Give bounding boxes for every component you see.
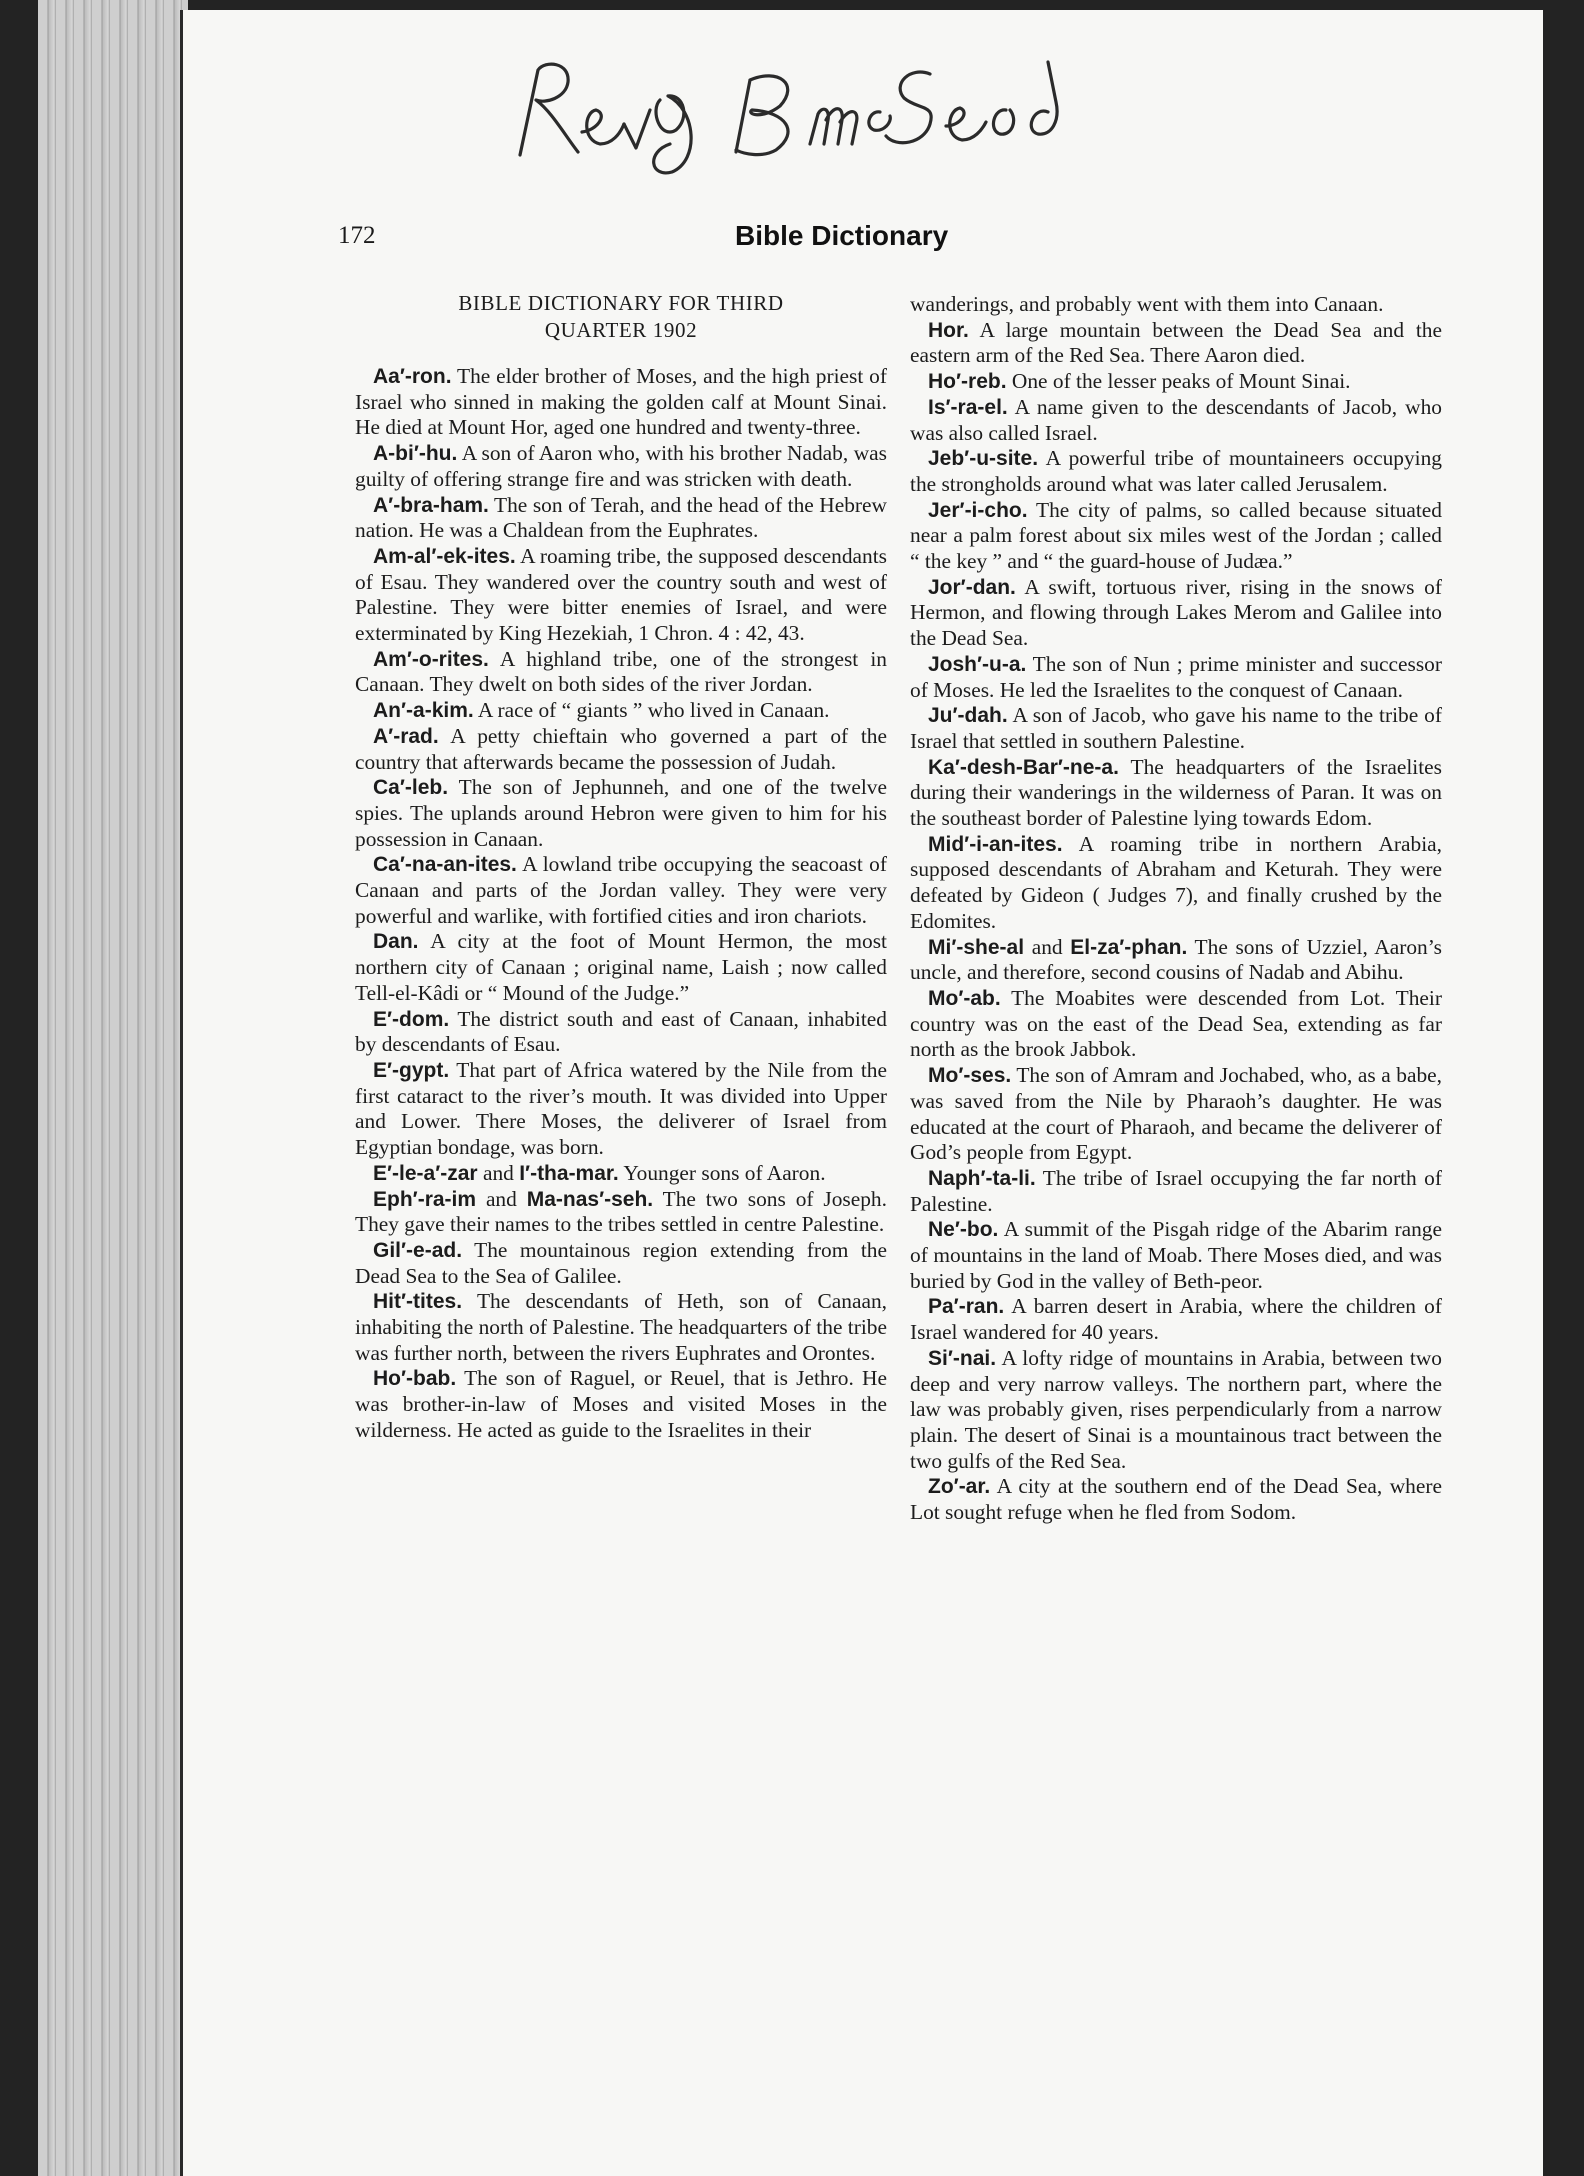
entry-definition: A race of “ giants ” who lived in Canaan. [473, 698, 830, 723]
entry-definition: The descendants of Heth, son of Canaan, inhabiting the north of Palestine. The headquarters of the tribe was further north, between the rivers Euphrates and Orontes. [355, 1289, 887, 1365]
entry-definition: A roaming tribe in northern Arabia, supposed descendants of Abraham and Keturah. They were defeated by Gideon ( Judges 7), and finally crushed by the Edomites. [910, 831, 1442, 933]
entry-definition: A son of Aaron who, with his brother Nadab, was guilty of offering strange fire and was stricken with death. [355, 441, 887, 491]
entry-term: Jor′-dan. [928, 575, 1016, 599]
section-title-line: BIBLE DICTIONARY FOR THIRD [458, 291, 784, 315]
entry-conjunction: and [477, 1160, 520, 1185]
entry-term: Ca′-na-an-ites. [373, 853, 517, 877]
entry-definition: A barren desert in Arabia, where the children of Israel wandered for 40 years. [910, 1294, 1442, 1345]
dictionary-entry [910, 395, 1442, 446]
entry-term: Josh′-u-a. [928, 652, 1027, 676]
entry-term: A′-bra-ham. [373, 493, 489, 517]
dictionary-entry [910, 652, 1442, 703]
dictionary-entry [355, 1058, 887, 1161]
entry-term: Ne′-bo. [928, 1218, 999, 1242]
dictionary-entry [355, 929, 887, 1006]
dictionary-entry [910, 1294, 1442, 1345]
dictionary-entry [910, 1474, 1442, 1525]
dictionary-entry [910, 832, 1442, 935]
entry-definition: A swift, tortuous river, rising in the snows of Hermon, and flowing through Lakes Merom and Galilee into the Dead Sea. [910, 574, 1442, 651]
dictionary-entry [910, 986, 1442, 1063]
entry-definition: The mountainous region extending from the Dead Sea to the Sea of Galilee. [355, 1237, 887, 1288]
entry-definition: A summit of the Pisgah ridge of the Abarim range of mountains in the land of Moab. There Moses died, and was buried by God in the valley of Beth-peor. [910, 1217, 1442, 1293]
entry-term: Dan. [373, 930, 419, 954]
entry-term: A′-rad. [373, 724, 439, 748]
entry-term: Am-al′-ek-ites. [373, 544, 516, 568]
dictionary-entry [355, 1007, 887, 1058]
entry-term: Mo′-ses. [928, 1064, 1012, 1088]
entry-definition: A highland tribe, one of the strongest in Canaan. They dwelt on both sides of the river Jordan. [355, 646, 887, 697]
entry-definition: The headquarters of the Israelites during their wanderings in the wilderness of Paran. It was on the southeast border of Palestine lying towards Edom. [910, 754, 1442, 831]
entry-term: E′-le-a′-zar [373, 1161, 478, 1185]
entry-term: Is′-ra-el. [928, 395, 1008, 419]
dictionary-entry [355, 1187, 887, 1238]
dictionary-entry [910, 446, 1442, 497]
dictionary-entry [355, 1366, 887, 1443]
entry-term: Am′-o-rites. [373, 647, 489, 671]
entry-term: Ma-nas′-seh. [526, 1187, 654, 1211]
entry-definition: The city of palms, so called because situated near a palm forest about six miles west of the Jordan ; called “ the key ” and “ the guard-house of Judæa.” [910, 497, 1442, 574]
entry-definition: That part of Africa watered by the Nile from the first cataract to the river’s mouth. It was divided into Upper and Lower. There Moses, the deliverer of Israel from Egyptian bondage, was born. [355, 1057, 887, 1160]
entry-definition: The son of Jephunneh, and one of the twelve spies. The uplands around Hebron were given to him for his possession in Canaan. [355, 775, 887, 851]
entry-term: Hit′-tites. [373, 1290, 463, 1314]
entry-definition: The district south and east of Canaan, inhabited by descendants of Esau. [355, 1006, 887, 1057]
dictionary-entry [355, 775, 887, 852]
entry-term: E′-gypt. [373, 1058, 450, 1082]
dictionary-entry [355, 724, 887, 775]
entry-term: Aa′-ron. [373, 365, 452, 388]
dictionary-entry [355, 493, 887, 544]
dictionary-entry [910, 703, 1442, 754]
left-column [355, 290, 887, 1444]
handwritten-signature [500, 40, 1100, 180]
entry-term: E′-dom. [373, 1007, 450, 1031]
dictionary-entry [910, 755, 1442, 832]
entry-term: Zo′-ar. [928, 1475, 991, 1499]
running-head: Bible Dictionary [735, 220, 949, 251]
dictionary-entry [355, 1289, 887, 1366]
entry-definition: A large mountain between the Dead Sea and the eastern arm of the Red Sea. There Aaron died. [910, 317, 1442, 368]
entry-definition: A lowland tribe occupying the seacoast of Canaan and parts of the Jordan valley. They were very powerful and warlike, with fortified cities and iron chariots. [355, 852, 887, 928]
section-title [355, 290, 887, 344]
page-edges [38, 0, 188, 2176]
entry-term: A-bi′-hu. [373, 442, 458, 466]
page-number: 172 [338, 222, 376, 249]
entry-definition: A roaming tribe, the supposed descendants of Esau. They wandered over the country south and west of Palestine. They were bitter enemies of Israel, and were exterminated by King Hezekiah, 1 Chron. 4 : 42, 43. [355, 543, 887, 646]
entry-term: Gil′-e-ad. [373, 1238, 463, 1262]
entry-definition: Younger sons of Aaron. [618, 1160, 826, 1185]
entry-definition: The tribe of Israel occupying the far north of Palestine. [910, 1165, 1442, 1216]
entry-continuation: wanderings, and probably went with them into Canaan. [910, 292, 1384, 316]
entry-term: Jeb′-u-site. [928, 447, 1039, 471]
entry-definition: A lofty ridge of mountains in Arabia, between two deep and very narrow valleys. The northern part, where the law was probably given, rises perpendicularly from a narrow plain. The desert of Sinai is a mountainous tract between the two gulfs of the Red Sea. [910, 1345, 1442, 1473]
entry-term: Mo′-ab. [928, 986, 1001, 1010]
dictionary-entry [910, 369, 1442, 395]
dictionary-entry [910, 318, 1442, 369]
entry-term: Ho′-reb. [928, 370, 1007, 394]
entry-term: Mi′-she-al [928, 935, 1025, 959]
entry-definition: The son of Nun ; prime minister and successor of Moses. He led the Israelites to the conquest of Canaan. [910, 651, 1442, 702]
entry-term: Pa′-ran. [928, 1295, 1005, 1319]
entry-term: An′-a-kim. [373, 699, 474, 723]
dictionary-entry [910, 1063, 1442, 1166]
entry-list [355, 364, 887, 1444]
entry-definition: A name given to the descendants of Jacob, who was also called Israel. [910, 394, 1442, 445]
entry-definition: The Moabites were descended from Lot. Their country was on the east of the Dead Sea, extending as far north as the brook Jabbok. [910, 985, 1442, 1062]
section-title-line: QUARTER 1902 [544, 318, 698, 342]
entry-term: El-za′-phan. [1070, 935, 1188, 959]
entry-definition: One of the lesser peaks of Mount Sinai. [1006, 369, 1351, 394]
entry-term: Jer′-i-cho. [928, 498, 1028, 522]
entry-term: I′-tha-mar. [519, 1161, 619, 1185]
entry-term: Naph′-ta-li. [928, 1166, 1036, 1190]
dictionary-entry [910, 498, 1442, 575]
dictionary-entry [355, 441, 887, 492]
entry-definition: A son of Jacob, who gave his name to the tribe of Israel that settled in southern Palestine. [910, 703, 1442, 753]
dictionary-entry [355, 647, 887, 698]
entry-definition: A petty chieftain who governed a part of the country that afterwards became the possession of Judah. [355, 723, 887, 774]
entry-definition: The son of Amram and Jochabed, who, as a babe, was saved from the Nile by Pharaoh’s daughter. He was educated at the court of Pharaoh, and became the deliverer of God’s people from Egypt. [910, 1063, 1442, 1165]
entry-definition: The elder brother of Moses, and the high priest of Israel who sinned in making the golden calf at Mount Sinai. He died at Mount Hor, aged one hundred and twenty-three. [355, 364, 887, 440]
entry-conjunction: and [1024, 934, 1071, 959]
entry-definition: The two sons of Joseph. They gave their names to the tribes settled in centre Palestine. [355, 1186, 887, 1237]
entry-term: Hor. [928, 318, 969, 342]
entry-conjunction: and [476, 1186, 527, 1211]
dictionary-entry [910, 1346, 1442, 1475]
dictionary-entry [355, 364, 887, 441]
dictionary-entry [355, 1161, 887, 1187]
entry-term: Ju′-dah. [928, 704, 1008, 728]
entry-term: Si′-nai. [928, 1346, 997, 1370]
entry-term: Ca′-leb. [373, 776, 449, 800]
signature-ink [500, 40, 1100, 180]
entry-definition: The son of Terah, and the head of the Hebrew nation. He was a Chaldean from the Euphrates. [355, 492, 887, 543]
dictionary-entry [355, 852, 887, 929]
dictionary-entry [355, 698, 887, 724]
entry-definition: The sons of Uzziel, Aaron’s uncle, and therefore, second cousins of Nadab and Abihu. [910, 934, 1442, 985]
dictionary-entry [910, 1166, 1442, 1217]
entry-term: Ka′-desh-Bar′-ne-a. [928, 755, 1119, 779]
entry-definition: A powerful tribe of mountaineers occupying the strongholds around what was later called Jerusalem. [910, 446, 1442, 496]
entry-definition: A city at the foot of Mount Hermon, the most northern city of Canaan ; original name, Laish ; now called Tell-el-Kâdi or “ Mound of the Judge.” [355, 929, 887, 1005]
dictionary-entry [910, 575, 1442, 652]
dictionary-entry [910, 935, 1442, 986]
right-column [910, 292, 1442, 1526]
entry-definition: A city at the southern end of the Dead Sea, where Lot sought refuge when he fled from Sodom. [910, 1474, 1442, 1525]
entry-term: Ho′-bab. [373, 1367, 457, 1391]
dictionary-entry [355, 1238, 887, 1289]
entry-term: Mid′-i-an-ites. [928, 832, 1063, 856]
entry-list [910, 318, 1442, 1526]
dictionary-entry [910, 1217, 1442, 1294]
dictionary-entry [355, 544, 887, 647]
entry-term: Eph′-ra-im [373, 1187, 477, 1211]
entry-definition: The son of Raguel, or Reuel, that is Jethro. He was brother-in-law of Moses and visited Moses in the wilderness. He acted as guide to the Israelites in their [355, 1366, 887, 1442]
